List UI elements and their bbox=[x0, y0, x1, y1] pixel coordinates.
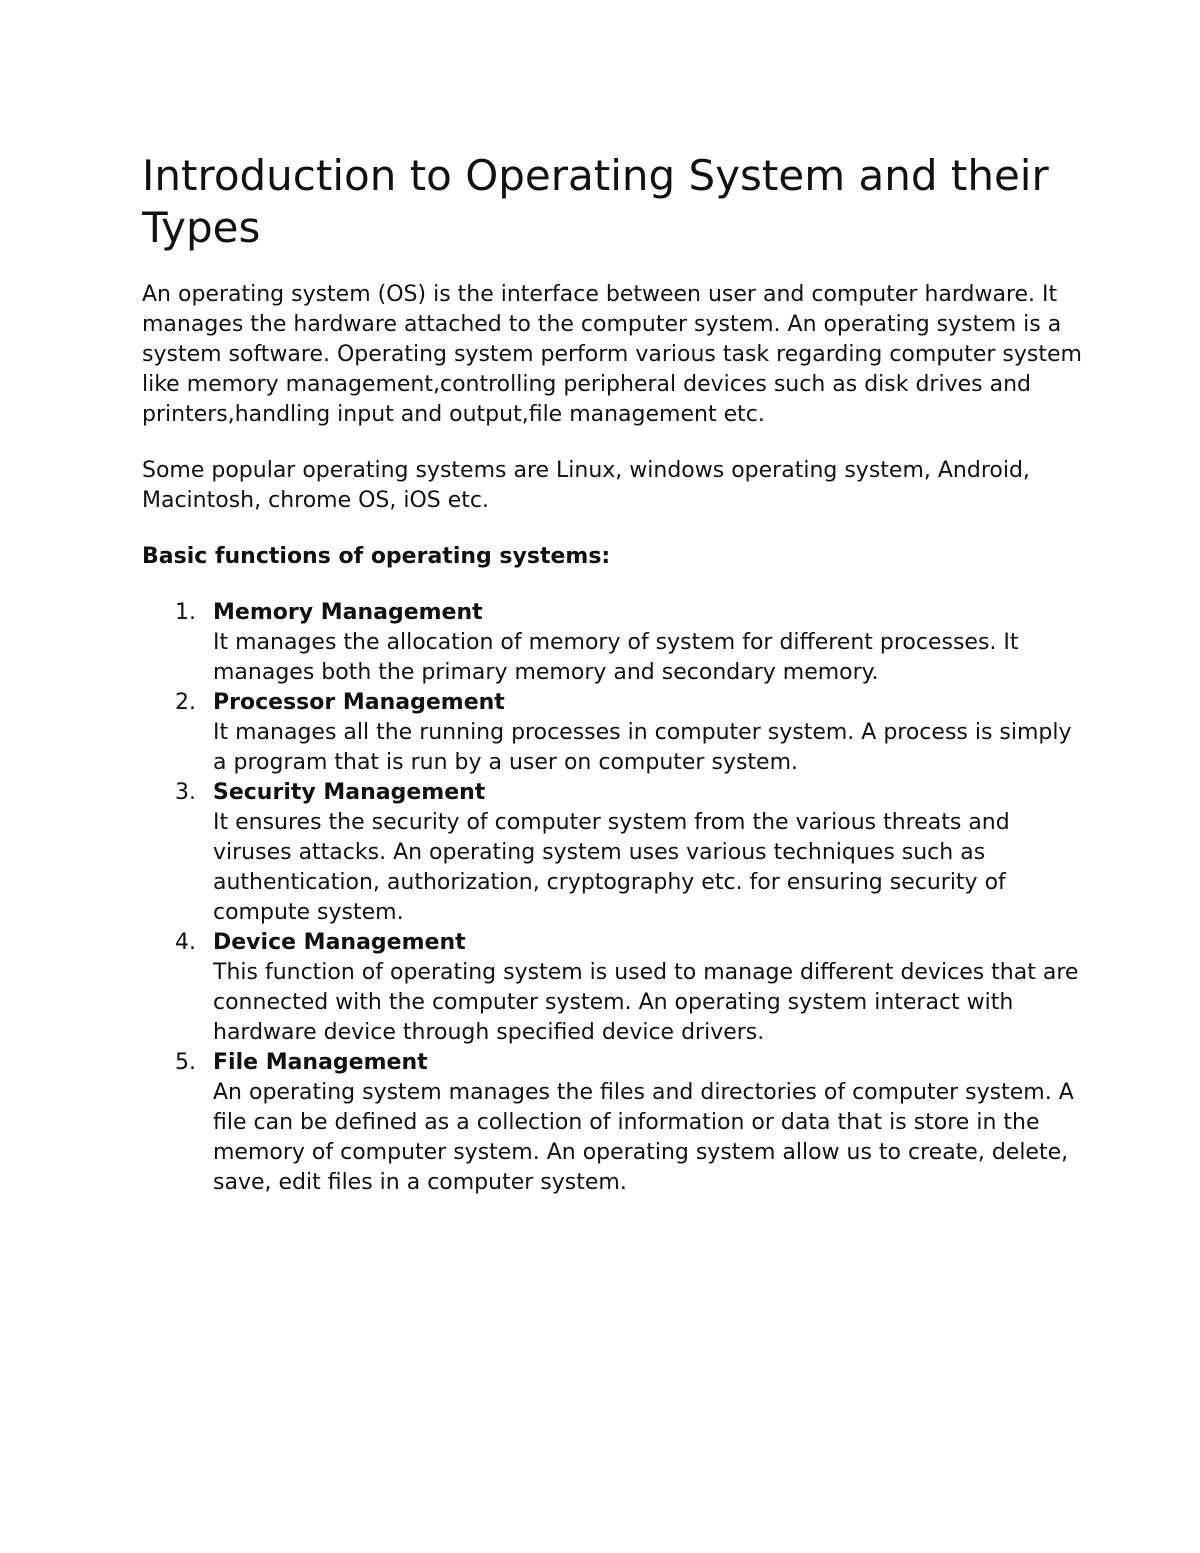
popular-os-paragraph: Some popular operating systems are Linux, windows operating system, Android, Macintosh, chrome OS, iOS etc. bbox=[142, 458, 1030, 513]
list-item-processor-management bbox=[142, 688, 1082, 778]
function-description: It manages the allocation of memory of system for different processes. It manages both the primary memory and secondary memory. bbox=[213, 630, 1019, 685]
function-title: File Management bbox=[213, 1050, 428, 1075]
document-title: Introduction to Operating System and their Types bbox=[142, 151, 1049, 252]
function-title: Device Management bbox=[213, 930, 466, 955]
list-item-device-management bbox=[142, 928, 1082, 1048]
list-item-memory-management bbox=[142, 598, 1082, 688]
list-number: 2. bbox=[175, 690, 196, 715]
list-number: 3. bbox=[175, 780, 196, 805]
list-number: 4. bbox=[175, 930, 196, 955]
function-description: It ensures the security of computer system from the various threats and viruses attacks. An operating system uses various techniques such as authentication, authorization, cryptography etc. for ensuring security of compute system. bbox=[213, 810, 1010, 925]
list-number: 5. bbox=[175, 1050, 196, 1075]
functions-heading: Basic functions of operating systems: bbox=[142, 544, 611, 569]
function-title: Processor Management bbox=[213, 690, 505, 715]
function-description: This function of operating system is used to manage different devices that are connected with the computer system. An operating system interact with hardware device through specified device drivers. bbox=[213, 960, 1079, 1045]
functions-list bbox=[142, 598, 1082, 1198]
list-item-security-management bbox=[142, 778, 1082, 928]
function-description: It manages all the running processes in computer system. A process is simply a program that is run by a user on computer system. bbox=[213, 720, 1072, 775]
intro-paragraph: An operating system (OS) is the interface between user and computer hardware. It manages the hardware attached to the computer system. An operating system is a system software. Operating system perform various task regarding computer system like memory management,controlling peripheral devices such as disk drives and printers,handling input and output,file management etc. bbox=[142, 282, 1082, 427]
function-description: An operating system manages the files and directories of computer system. A file can be defined as a collection of information or data that is store in the memory of computer system. An operating system allow us to create, delete, save, edit files in a computer system. bbox=[213, 1080, 1074, 1195]
function-title: Memory Management bbox=[213, 600, 483, 625]
list-number: 1. bbox=[175, 600, 196, 625]
function-title: Security Management bbox=[213, 780, 486, 805]
list-item-file-management bbox=[142, 1048, 1082, 1198]
document-page bbox=[142, 150, 1082, 1198]
